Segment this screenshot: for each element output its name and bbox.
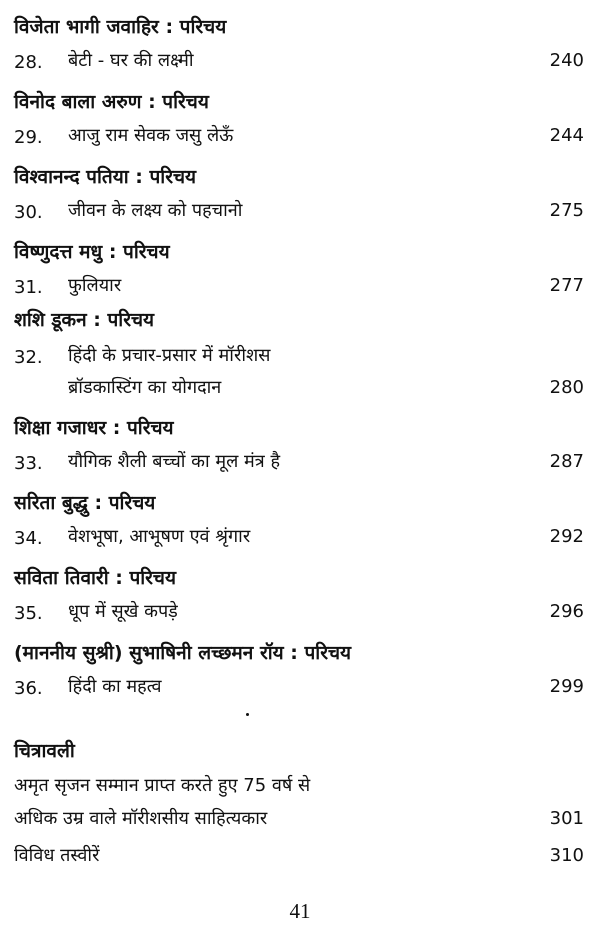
entry-title: जीवन के लक्ष्य को पहचानो <box>68 200 243 221</box>
entry-title: बेटी - घर की लक्ष्मी <box>68 50 194 71</box>
entry-page-number: 287 <box>549 451 584 472</box>
entry-title: फुलियार <box>68 275 122 296</box>
entry-page-number: 275 <box>549 200 584 221</box>
gallery-entry-line: अधिक उम्र वाले मॉरीशसीय साहित्यकार <box>14 808 268 829</box>
entry-number: 33. <box>14 453 43 474</box>
page-number: 41 <box>289 899 311 923</box>
entry-page-number: 240 <box>549 50 584 71</box>
entry-number: 30. <box>14 202 43 223</box>
entry-title: आजु राम सेवक जसु लेऊँ <box>68 125 234 146</box>
entry-number: 31. <box>14 277 43 298</box>
entry-title: हिंदी के प्रचार-प्रसार में मॉरीशस <box>68 345 271 366</box>
gallery-entry-page-number: 301 <box>549 808 584 829</box>
section-author-heading: विजेता भागी जवाहिर : परिचय <box>14 16 227 38</box>
entry-number: 36. <box>14 678 43 699</box>
gallery-entry-line: विविध तस्वीरें <box>14 845 100 866</box>
entry-number: 32. <box>14 347 43 368</box>
entry-page-number: 280 <box>549 377 584 398</box>
section-author-heading: विष्णुदत्त मधु : परिचय <box>14 241 170 263</box>
entry-page-number: 277 <box>549 275 584 296</box>
section-author-heading: सविता तिवारी : परिचय <box>14 567 177 589</box>
section-author-heading: शिक्षा गजाधर : परिचय <box>14 417 174 439</box>
section-author-heading: सरिता बुद्धु : परिचय <box>14 492 156 514</box>
section-author-heading: विश्वानन्द पतिया : परिचय <box>14 166 197 188</box>
gallery-entry-page-number: 310 <box>549 845 584 866</box>
entry-number: 35. <box>14 603 43 624</box>
entry-title: धूप में सूखे कपड़े <box>68 601 178 622</box>
entry-page-number: 292 <box>549 526 584 547</box>
entry-title: वेशभूषा, आभूषण एवं श्रृंगार <box>68 526 251 547</box>
entry-number: 28. <box>14 52 43 73</box>
entry-number: 29. <box>14 127 43 148</box>
separator-dot <box>246 713 249 716</box>
entry-title: हिंदी का महत्व <box>68 676 162 697</box>
entry-page-number: 296 <box>549 601 584 622</box>
gallery-heading: चित्रावली <box>14 740 75 762</box>
section-author-heading: शशि डूकन : परिचय <box>14 309 155 331</box>
entry-title: यौगिक शैली बच्चों का मूल मंत्र है <box>68 451 281 472</box>
entry-page-number: 244 <box>549 125 584 146</box>
entry-title-continuation: ब्रॉडकास्टिंग का योगदान <box>68 377 222 398</box>
gallery-entry-line: अमृत सृजन सम्मान प्राप्त करते हुए 75 वर्ष से <box>14 775 311 796</box>
entry-number: 34. <box>14 528 43 549</box>
section-author-heading: (माननीय सुश्री) सुभाषिनी लच्छमन रॉय : परिचय <box>14 642 352 664</box>
entry-page-number: 299 <box>549 676 584 697</box>
section-author-heading: विनोद बाला अरुण : परिचय <box>14 91 209 113</box>
